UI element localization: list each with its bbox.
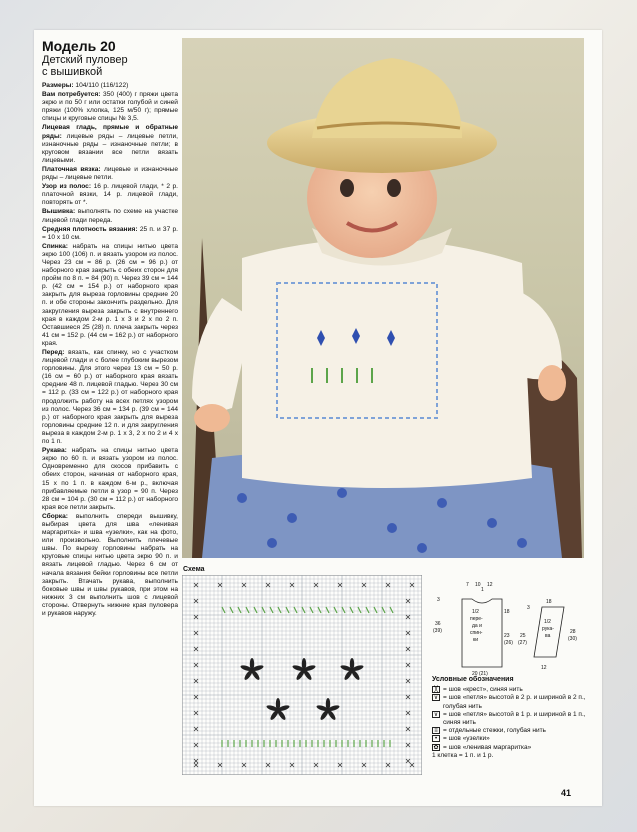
subtitle-line-2: с вышивкой	[42, 66, 103, 78]
legend-title: Условные обозначения	[432, 676, 514, 683]
mid-27: (27)	[518, 640, 527, 646]
fb-4: спин-	[470, 630, 483, 636]
paragraph-label: Платочная вязка:	[42, 165, 101, 173]
top-label-7: 7	[466, 582, 469, 588]
sleeve-top-18: 18	[546, 599, 552, 605]
model-title: Модель 20	[42, 38, 116, 54]
instruction-paragraph	[42, 166, 178, 182]
legend-text: = шов «узелки»	[443, 735, 490, 743]
paragraph-label: Узор из полос:	[42, 183, 92, 191]
paragraph-text: выполнить спереди вышивку, выбирая цвета для шва «ленивая маргаритка» и шва «узелки», как на фото, или произвольно. Выполнить плечевые швы. По вырезу горловины набрать на круговые спицы нитью цвета экрю 90 п. и вязать лицевой гладью. Через 6 см от начала вязания бейки горловины все петли закрыть. Втачать рукава, выполнить боковые швы и швы рукавов, при этом на нижних 3 см выполнить шов с лицевой стороны. Отвернуть нижние края пуловера и рукавов наружу.	[42, 512, 178, 617]
paragraph-text: 16 р. лицевой глади, * 2 р. платочной вязки, 14 р. лицевой глади, повторять от *.	[42, 183, 178, 207]
left-3: 3	[437, 597, 440, 603]
legend-symbol-icon: ≡	[432, 727, 440, 734]
paragraph-label: Размеры:	[42, 82, 74, 89]
top-label-10: 10	[475, 582, 481, 588]
paragraph-label: Средняя плотность вязания:	[42, 225, 138, 233]
model-subtitle	[42, 54, 178, 78]
embroidery-chart	[182, 575, 422, 775]
mid-25: 25	[520, 633, 526, 639]
paragraph-label: Вышивка:	[42, 208, 76, 216]
legend-symbol-icon: ╳	[432, 686, 440, 693]
paragraph-text: набрать на спицы нитью цвета экрю по 60 п. и вязать узором из полос. Одновременно для скосов прибавить с обеих сторон, начиная от наборного края, 15 х по 1 п. в каждом 6-м р., включая прибавляемые петли в узор = 90 п. Через 28 см = 104 р. (30 см = 112 р.) от наборного края все петли закрыть.	[42, 447, 178, 511]
instruction-paragraph	[42, 91, 178, 123]
bottom-20: 20 (21)	[472, 671, 488, 677]
paragraph-label: Рукава:	[42, 447, 67, 455]
page-number: 41	[561, 788, 572, 798]
paragraph-text: лицевые и изнаночные ряды – лицевые петли.	[42, 165, 178, 182]
instruction-paragraph	[42, 447, 178, 512]
legend-text: = отдельные стежки, голубая нить	[443, 727, 546, 735]
fb-3: да и	[472, 623, 482, 629]
fb-2: пере-	[470, 616, 483, 622]
legend-symbol-icon: •	[432, 735, 440, 742]
legend-text: = шов «петля» высотой в 1 р. и шириной в 1 п., синяя нить	[443, 710, 586, 727]
legend	[432, 676, 588, 760]
paragraph-label: Лицевая гладь, прямые и обратные ряды:	[42, 124, 178, 140]
top-label-12: 12	[487, 582, 493, 588]
paragraph-text: 25 п. и 37 р. = 10 х 10 см.	[42, 225, 178, 241]
sleeve-2: рука-	[542, 626, 554, 632]
instruction-paragraph	[42, 349, 178, 446]
legend-items	[432, 686, 588, 752]
paragraph-text: 350 (400) г пряжи цвета экрю и по 50 г или остатки голубой и синей пряжи (100% хлопка, 125 м/50 г); прямые спицы и круговые спицы № 3,5.	[42, 91, 178, 123]
schema-label: Схема	[183, 566, 205, 573]
instruction-paragraph	[42, 513, 178, 618]
paragraph-label: Сборка:	[42, 512, 68, 520]
paragraph-text: набрать на спицы нитью цвета экрю 100 (106) п. и вязать узором из полос. Через 23 см = 86 р. (26 см = 96 р.) от наборного края закрыть с обеих сторон для пройм по 8 п. = 84 (90) п. Через 39 см = 144 р. (42 см = 154 р.) от наборного края закрыть для выреза горловины средние 20 п. и обе стороны закончить раздельно. Для закругления выреза закрыть с внутреннего края в каждом 2-м р. 1 х 3 и 2 х по 2 п. Оставшиеся 25 (28) п. плеча закрыть через 41 см = 152 р. (44 см = 162 р.) от наборного края.	[42, 242, 178, 347]
photo-illustration	[182, 38, 584, 558]
left-36: 36	[435, 621, 441, 627]
legend-item	[432, 711, 588, 727]
sleeve-3: ва	[545, 633, 551, 639]
child-photo	[182, 38, 584, 558]
legend-symbol-icon: ✿	[433, 744, 439, 751]
top-label-1: 1	[481, 587, 484, 593]
mid-23: 23	[504, 633, 510, 639]
sleeve-bottom-12: 12	[541, 665, 547, 671]
fb-1: 1/2	[472, 609, 479, 615]
sleeve-1: 1/2	[544, 619, 551, 625]
garment-schematic	[432, 577, 588, 677]
paragraph-label: Спинка:	[42, 242, 68, 250]
legend-item	[432, 744, 588, 752]
paragraph-text: 104/110 (116/122)	[75, 82, 129, 89]
sleeve-30: (30)	[568, 636, 577, 642]
paragraph-text: выполнять по схеме на участке лицевой глади переда.	[42, 208, 178, 224]
legend-item	[432, 735, 588, 743]
paragraph-text: лицевые ряды – лицевые петли, изнаночные ряды – изнаночные петли; в круговом вязании все петли вязать лицевыми.	[42, 132, 178, 164]
instruction-paragraph	[42, 243, 178, 348]
legend-text: = шов «петля» высотой в 2 р. и шириной в 2 п., голубая нить	[443, 694, 586, 710]
paragraph-label: Перед:	[42, 349, 65, 356]
mid-18: 18	[504, 609, 510, 615]
legend-item	[432, 727, 588, 735]
left-3b: 3	[527, 605, 530, 611]
paragraph-text: вязать, как спинку, но с участком лицевой глади и с более глубоким вырезом горловины. Для этого через 13 см = 50 р. (16 см = 60 р.) от наборного края вязать средние 48 п. лицевой гладью. Через 30 см = 112 р. (33 см = 122 р.) от наборного края продолжить работу на всех петлях узором из полос. Через 36 см = 134 р. (39 см = 144 р.) от наборного края закрыть для выреза горловины средние 12 п. и для закругления выреза в каждом 2-м р. 1 х 3, 2 х по 2 и 4 х по 1 п.	[42, 349, 178, 446]
paragraph-label: Вам потребуется:	[42, 91, 101, 99]
sleeve-28: 28	[570, 629, 576, 635]
legend-symbol-icon: ∨	[433, 695, 439, 702]
legend-text: = шов «крест», синяя нить	[443, 686, 523, 694]
instructions-column	[42, 38, 178, 758]
instruction-paragraph	[42, 183, 178, 207]
mid-26: (26)	[504, 640, 513, 646]
instruction-paragraph	[42, 124, 178, 164]
instructions-text	[42, 82, 178, 618]
legend-symbol-icon: ∨	[433, 711, 439, 718]
legend-item	[432, 694, 588, 710]
fb-5: ки	[473, 637, 478, 643]
left-39: (39)	[433, 628, 442, 634]
instruction-paragraph	[42, 208, 178, 224]
legend-text: = шов «ленивая маргаритка»	[443, 743, 532, 751]
instruction-paragraph	[42, 82, 178, 90]
subtitle-line-1: Детский пуловер	[42, 54, 128, 66]
instruction-paragraph	[42, 226, 178, 242]
legend-footer: 1 клетка = 1 п. и 1 р.	[432, 751, 494, 759]
